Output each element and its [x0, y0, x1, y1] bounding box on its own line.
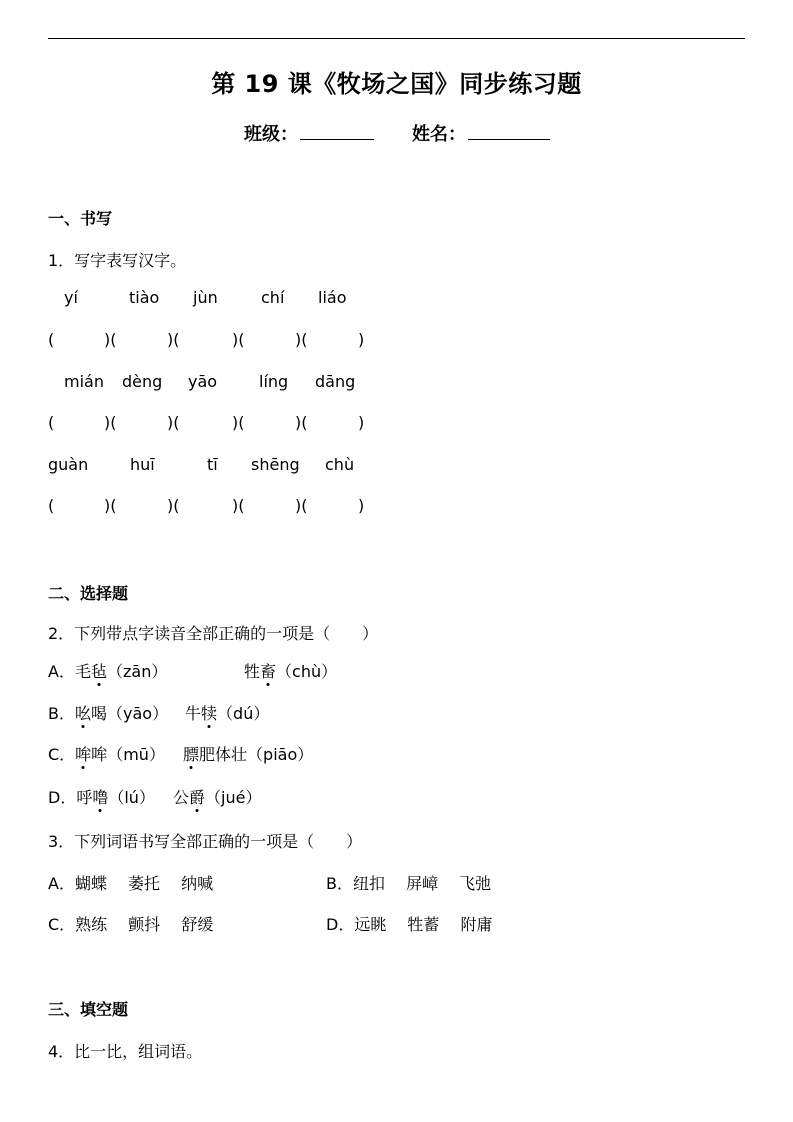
pinyin: （chù）: [276, 662, 338, 681]
pinyin: jùn: [193, 288, 218, 307]
pinyin: tiào: [129, 288, 160, 307]
question-3-stem: 3．下列词语书写全部正确的一项是（ ）: [48, 832, 363, 851]
dotted-char: 毡: [90, 662, 107, 681]
dotted-char: 爵: [189, 788, 206, 807]
answer-paren: )(: [167, 496, 180, 515]
pinyin: yāo: [188, 372, 218, 391]
answer-paren: )(: [232, 330, 245, 349]
pinyin: shēng: [251, 455, 300, 474]
pinyin: dāng: [315, 372, 356, 391]
class-field: [244, 120, 374, 146]
q3-option-d[interactable]: D．远眺 牲蓄 附庸: [326, 915, 493, 934]
pinyin: chù: [325, 455, 355, 474]
name-label: 姓名：: [412, 124, 466, 145]
word: 喝: [91, 704, 108, 723]
pinyin: （lú）: [108, 788, 155, 807]
q3-option-b[interactable]: B．纽扣 屏嶂 飞弛: [326, 874, 492, 893]
option-label: B．: [48, 704, 75, 723]
answer-paren: )(: [232, 496, 245, 515]
question-2-stem: 2．下列带点字读音全部正确的一项是（ ）: [48, 624, 379, 643]
section-heading-fill: 三、填空题: [48, 1000, 129, 1019]
word: 哞: [91, 745, 108, 764]
dotted-char: 吆: [74, 704, 91, 723]
q2-option-b-word2: [185, 701, 269, 724]
class-blank[interactable]: [300, 125, 374, 140]
option-label: A．: [48, 662, 75, 681]
pinyin: （mū）: [107, 745, 165, 764]
pinyin: （zān）: [106, 662, 168, 681]
section-heading-choice: 二、选择题: [48, 584, 129, 603]
dotted-char: 噜: [92, 788, 109, 807]
dotted-char: 哞: [75, 745, 92, 764]
word: 公: [173, 788, 190, 807]
answer-paren: (: [48, 413, 55, 432]
option-label: C．: [48, 745, 76, 764]
pinyin: mián: [64, 372, 104, 391]
answer-paren: ): [358, 413, 365, 432]
dotted-char: 犊: [201, 704, 218, 723]
pinyin: chí: [261, 288, 285, 307]
answer-paren: )(: [104, 413, 117, 432]
top-rule: [48, 38, 745, 39]
answer-paren: )(: [232, 413, 245, 432]
answer-paren: (: [48, 496, 55, 515]
answer-paren: ): [358, 496, 365, 515]
q2-option-c-word2: [183, 742, 313, 765]
word: 牛: [185, 704, 202, 723]
name-field: [412, 120, 550, 146]
answer-paren: )(: [295, 413, 308, 432]
pinyin: yí: [64, 288, 78, 307]
q2-option-b[interactable]: [48, 701, 168, 724]
page-title: 第 19 课《牧场之国》同步练习题: [211, 70, 582, 98]
pinyin: guàn: [48, 455, 89, 474]
answer-paren: )(: [167, 413, 180, 432]
q2-option-a[interactable]: [48, 659, 167, 682]
answer-paren: )(: [104, 496, 117, 515]
name-blank[interactable]: [468, 125, 550, 140]
dotted-char: 膘: [183, 745, 200, 764]
answer-paren: )(: [167, 330, 180, 349]
dotted-char: 畜: [260, 662, 277, 681]
q3-option-a[interactable]: A．蝴蝶 萎托 纳喊: [48, 874, 214, 893]
pinyin: （piāo）: [247, 745, 314, 764]
answer-paren: ): [358, 330, 365, 349]
q2-option-d-word2: [173, 785, 261, 808]
question-4-stem: 4．比一比，组词语。: [48, 1042, 203, 1061]
option-label: D．: [48, 788, 77, 807]
pinyin: tī: [207, 455, 218, 474]
answer-paren: )(: [295, 330, 308, 349]
section-heading-writing: 一、书写: [48, 209, 113, 228]
q3-option-c[interactable]: C．熟练 颤抖 舒缓: [48, 915, 214, 934]
class-label: 班级：: [244, 124, 298, 145]
q2-option-a-word2: [244, 659, 337, 682]
pinyin: （jué）: [205, 788, 262, 807]
answer-paren: )(: [104, 330, 117, 349]
pinyin: （dú）: [217, 704, 270, 723]
question-1-stem: 1．写字表写汉字。: [48, 251, 187, 270]
word: 肥体壮: [199, 745, 248, 764]
pinyin: huī: [130, 455, 155, 474]
answer-paren: (: [48, 330, 55, 349]
word: 毛: [74, 662, 91, 681]
word: 呼: [76, 788, 93, 807]
pinyin: líng: [259, 372, 289, 391]
pinyin: liáo: [318, 288, 347, 307]
pinyin: dèng: [122, 372, 163, 391]
q2-option-d[interactable]: [48, 785, 155, 808]
answer-paren: )(: [295, 496, 308, 515]
word: 牲: [244, 662, 261, 681]
pinyin: （yāo）: [107, 704, 169, 723]
q2-option-c[interactable]: [48, 742, 165, 765]
